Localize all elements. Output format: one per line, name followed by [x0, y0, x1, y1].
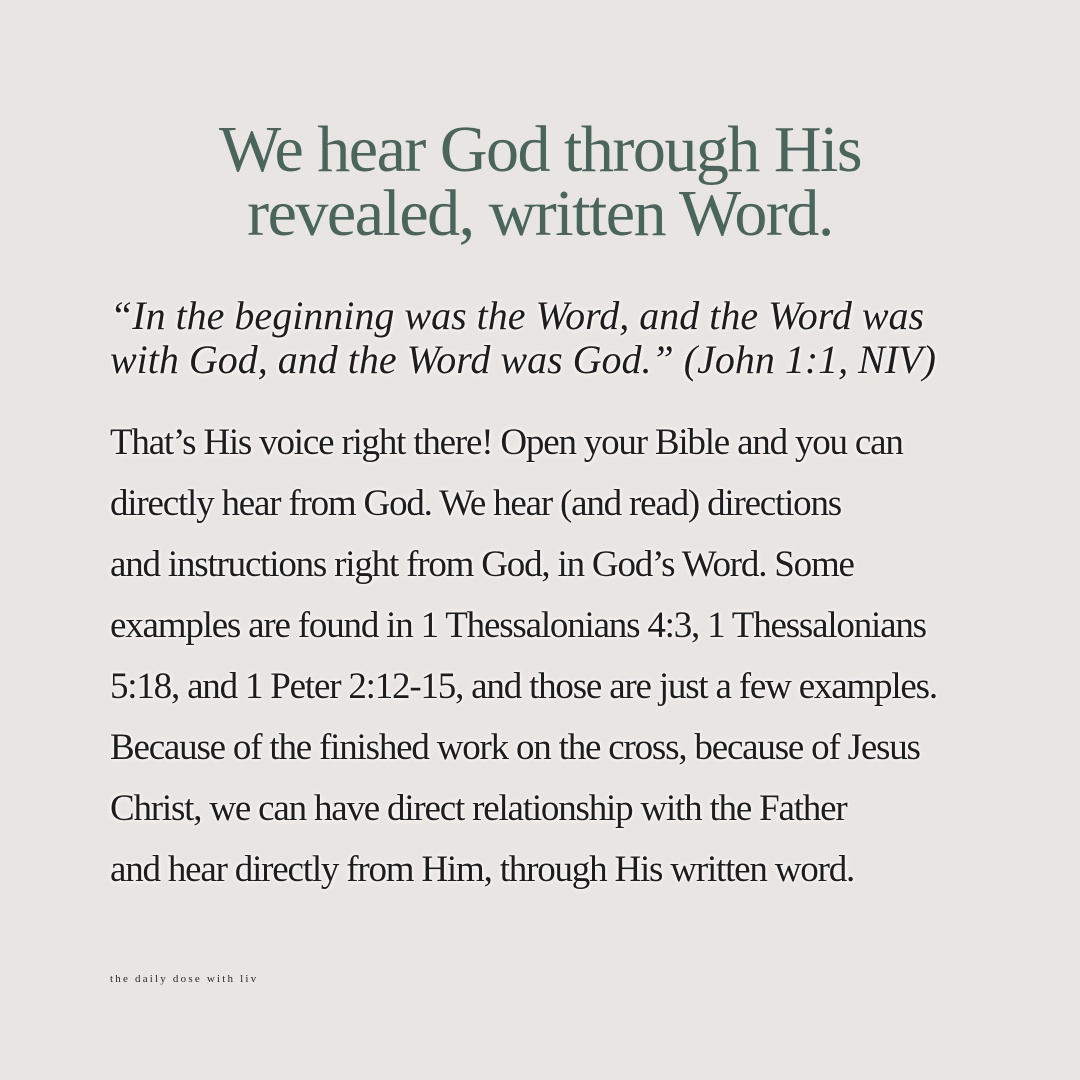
body-line-8: and hear directly from Him, through His written word.: [110, 849, 855, 890]
body-line-4: examples are found in 1 Thessalonians 4:3, 1 Thessalonians: [110, 605, 926, 646]
brand-footer: the daily dose with liv: [110, 973, 259, 985]
quote-line-2: with God, and the Word was God.” (John 1:1, NIV): [110, 337, 936, 382]
body-line-2: directly hear from God. We hear (and read) directions: [110, 483, 841, 524]
headline: [0, 113, 1080, 250]
quote-line-1: “In the beginning was the Word, and the Word was: [110, 293, 925, 338]
body-paragraph: [110, 412, 990, 900]
scripture-quote: [110, 294, 990, 382]
body-line-3: and instructions right from God, in God’s Word. Some: [110, 544, 854, 585]
body-line-1: That’s His voice right there! Open your Bible and you can: [110, 422, 903, 463]
body-line-5: 5:18, and 1 Peter 2:12-15, and those are just a few examples.: [110, 666, 937, 707]
headline-line-2: revealed, written Word.: [247, 177, 833, 250]
body-line-7: Christ, we can have direct relationship with the Father: [110, 788, 847, 829]
body-line-6: Because of the finished work on the cross, because of Jesus: [110, 727, 920, 768]
headline-line-1: We hear God through His: [218, 113, 862, 186]
